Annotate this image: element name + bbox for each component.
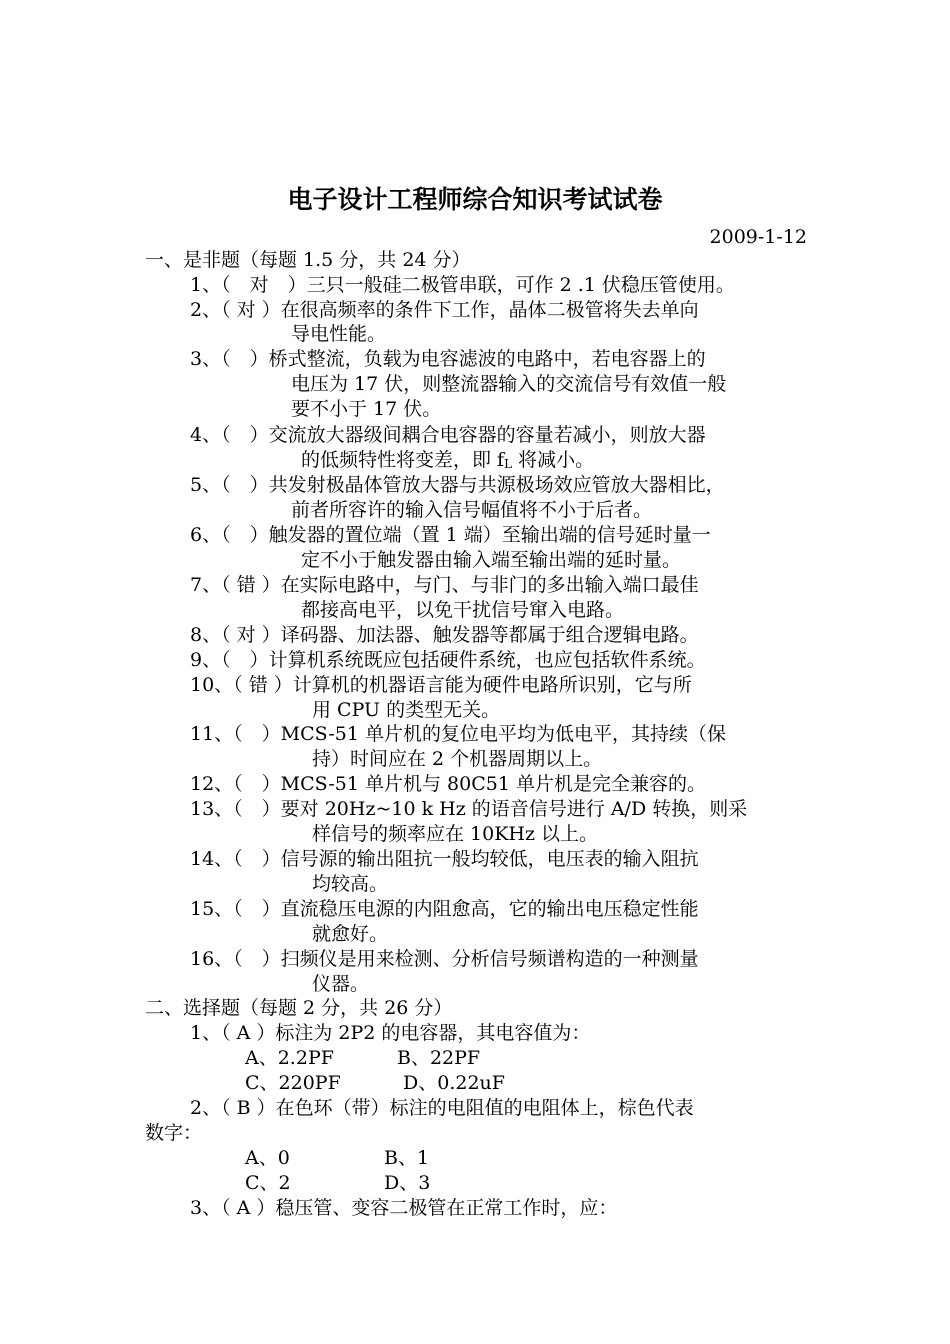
tf-item-4: 4、（ ）交流放大器级间耦合电容器的容量若减小，则放大器 xyxy=(190,424,706,446)
tf-item-10-cont: 用 CPU 的类型无关。 xyxy=(312,699,501,721)
tf-item-8: 8、（ 对 ）译码器、加法器、触发器等都属于组合逻辑电路。 xyxy=(190,624,699,646)
section-1-header: 一、是非题（每题 1.5 分，共 24 分） xyxy=(145,249,471,271)
tf-item-15-cont: 就愈好。 xyxy=(312,923,389,945)
tf-item-7-cont: 都接高电平，以免干扰信号窜入电路。 xyxy=(301,599,625,621)
tf-item-7: 7、（ 错 ）在实际电路中，与门、与非门的多出输入端口最佳 xyxy=(190,574,699,596)
tf-item-3-cont: 电压为 17 伏，则整流器输入的交流信号有效值一般 xyxy=(291,373,727,395)
mc-item-1-option-b: B、22PF xyxy=(397,1047,481,1069)
mc-item-2-option-d: D、3 xyxy=(384,1172,431,1194)
mc-item-1-option-d: D、0.22uF xyxy=(403,1072,505,1094)
mc-item-1-option-a: A、2.2PF xyxy=(245,1047,334,1069)
tf-item-15: 15、（ ）直流稳压电源的内阻愈高，它的输出电压稳定性能 xyxy=(190,898,699,920)
tf-item-6: 6、（ ）触发器的置位端（置 1 端）至输出端的信号延时量一 xyxy=(190,524,711,546)
exam-date: 2009-1-12 xyxy=(709,226,807,248)
tf-item-11-cont: 持）时间应在 2 个机器周期以上。 xyxy=(312,748,603,770)
tf-item-6-cont: 定不小于触发器由输入端至输出端的延时量。 xyxy=(301,549,682,571)
tf-item-13-cont: 样信号的频率应在 10KHz 以上。 xyxy=(312,823,599,845)
tf-item-16-cont: 仪器。 xyxy=(312,973,370,995)
tf-item-10: 10、（ 错 ）计算机的机器语言能为硬件电路所识别，它与所 xyxy=(190,674,692,696)
tf-item-3: 3、（ ）桥式整流，负载为电容滤波的电路中，若电容器上的 xyxy=(190,348,706,370)
tf-item-4-subscript: L xyxy=(504,457,513,471)
tf-item-16: 16、（ ）扫频仪是用来检测、分析信号频谱构造的一种测量 xyxy=(190,948,699,970)
mc-item-3: 3、（ A ）稳压管、变容二极管在正常工作时，应： xyxy=(190,1197,618,1219)
mc-item-2-option-b: B、1 xyxy=(384,1147,430,1169)
mc-item-2-option-a: A、0 xyxy=(245,1147,290,1169)
tf-item-4-cont xyxy=(301,448,594,476)
tf-item-5-cont: 前者所容许的输入信号幅值将不小于后者。 xyxy=(291,499,653,521)
tf-item-4-cont-tail: 将减小。 xyxy=(512,449,595,471)
tf-item-13: 13、（ ）要对 20Hz~10 k Hz 的语音信号进行 A/D 转换，则采 xyxy=(190,798,748,820)
tf-item-2: 2、（ 对 ）在很高频率的条件下工作，晶体二极管将失去单向 xyxy=(190,299,699,321)
tf-item-1: 1、（ 对 ）三只一般硅二极管串联，可作 2 .1 伏稳压管使用。 xyxy=(190,274,735,296)
mc-item-2: 2、（ B ）在色环（带）标注的电阻值的电阻体上，棕色代表 xyxy=(190,1097,694,1119)
tf-item-2-cont: 导电性能。 xyxy=(291,323,387,345)
mc-item-1: 1、（ A ）标注为 2P2 的电容器，其电容值为： xyxy=(190,1022,591,1044)
tf-item-14: 14、（ ）信号源的输出阻抗一般均较低，电压表的输入阻抗 xyxy=(190,848,699,870)
section-2-header: 二、选择题（每题 2 分，共 26 分） xyxy=(145,997,453,1019)
tf-item-12: 12、（ ）MCS-51 单片机与 80C51 单片机是完全兼容的。 xyxy=(190,773,706,795)
tf-item-11: 11、（ ）MCS-51 单片机的复位电平均为低电平，其持续（保 xyxy=(190,723,727,745)
mc-item-2-cont: 数字： xyxy=(145,1122,203,1144)
tf-item-3-cont2: 要不小于 17 伏。 xyxy=(291,398,442,420)
tf-item-9: 9、（ ）计算机系统既应包括硬件系统，也应包括软件系统。 xyxy=(190,649,706,671)
tf-item-14-cont: 均较高。 xyxy=(312,873,389,895)
mc-item-2-option-c: C、2 xyxy=(245,1172,291,1194)
tf-item-4-cont-text: 的低频特性将变差，即 f xyxy=(301,449,505,471)
mc-item-1-option-c: C、220PF xyxy=(245,1072,341,1094)
page-title: 电子设计工程师综合知识考试试卷 xyxy=(287,185,663,214)
tf-item-5: 5、（ ）共发射极晶体管放大器与共源极场效应管放大器相比， xyxy=(190,474,725,496)
